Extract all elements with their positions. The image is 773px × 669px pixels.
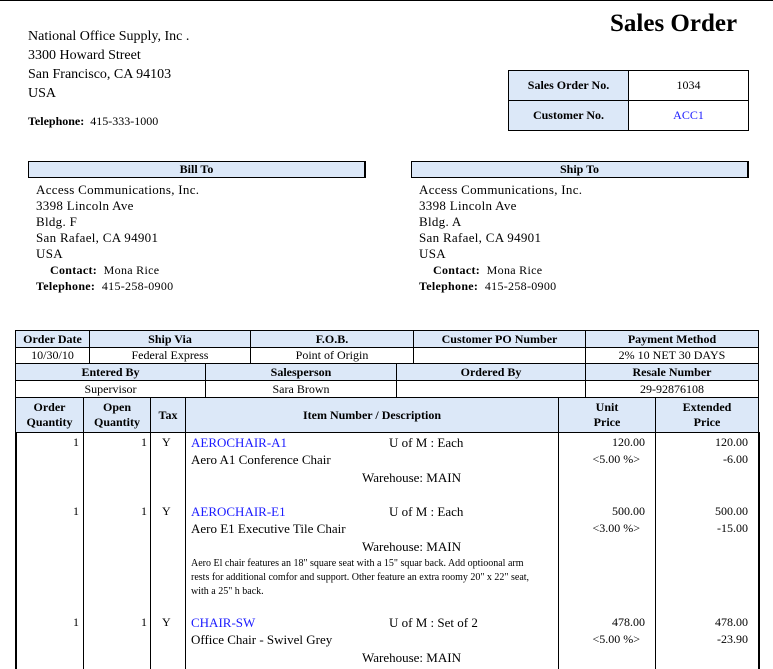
bill-to-header: Bill To <box>28 161 366 178</box>
extended-price: 478.00 <box>715 615 748 629</box>
line: San Rafael, CA 94901 <box>36 230 159 245</box>
open-qty: 1 <box>141 504 147 518</box>
value: 415-333-1000 <box>90 114 159 128</box>
uom: U of M : Set of 2 <box>389 615 478 630</box>
info-header: Salesperson <box>205 363 397 381</box>
ship-to-address <box>419 182 582 294</box>
customer-no-label: Customer No. <box>508 100 629 131</box>
tax-flag: Y <box>162 615 171 629</box>
item-description: Aero E1 Executive Tile Chair <box>191 521 346 536</box>
line: Access Communications, Inc. <box>36 182 200 197</box>
tax-flag: Y <box>162 435 171 449</box>
company-street: 3300 Howard Street <box>28 48 141 63</box>
unit-price: 120.00 <box>612 435 645 449</box>
info-header: Ordered By <box>396 363 586 381</box>
company-city: San Francisco, CA 94103 <box>28 67 172 82</box>
column-header: Tax <box>150 397 186 433</box>
value: 415-258-0900 <box>484 279 557 293</box>
label: Telephone: <box>28 114 85 128</box>
line: 3398 Lincoln Ave <box>36 198 134 213</box>
label: Telephone: <box>36 279 96 293</box>
info-header: Resale Number <box>585 363 759 381</box>
unit-price: 500.00 <box>612 504 645 518</box>
column-divider <box>150 432 151 669</box>
discount-amount: -15.00 <box>717 521 748 535</box>
column-divider <box>758 432 760 669</box>
bill-to-address <box>36 182 199 294</box>
info-header: F.O.B. <box>250 330 414 348</box>
value: Mona Rice <box>103 263 160 277</box>
so-no-value: 1034 <box>628 70 749 101</box>
line: USA <box>419 246 446 261</box>
label: Contact: <box>50 263 98 277</box>
column-divider <box>83 432 84 669</box>
discount-percent: <3.00 %> <box>592 521 640 535</box>
column-divider <box>15 432 17 669</box>
unit-price: 478.00 <box>612 615 645 629</box>
warehouse: Warehouse: MAIN <box>362 539 461 554</box>
top-rule <box>0 0 773 1</box>
item-description: Aero A1 Conference Chair <box>191 452 331 467</box>
info-header: Payment Method <box>585 330 759 348</box>
open-qty: 1 <box>141 615 147 629</box>
column-header: Item Number / Description <box>185 397 559 433</box>
line: Bldg. A <box>419 214 462 229</box>
info-value: 2% 10 NET 30 DAYS <box>585 347 759 364</box>
info-value <box>396 380 586 398</box>
company-phone <box>28 114 158 129</box>
uom: U of M : Each <box>389 504 464 519</box>
extended-price: 120.00 <box>715 435 748 449</box>
extended-price: 500.00 <box>715 504 748 518</box>
line: 3398 Lincoln Ave <box>419 198 517 213</box>
item-description: Office Chair - Swivel Grey <box>191 632 333 647</box>
so-no-label: Sales Order No. <box>508 70 629 101</box>
line: USA <box>36 246 63 261</box>
discount-amount: -23.90 <box>717 632 748 646</box>
discount-amount: -6.00 <box>723 452 748 466</box>
info-header: Customer PO Number <box>413 330 586 348</box>
ship-to-header: Ship To <box>411 161 749 178</box>
item-note: Aero El chair features an 18" square seat with a 15" squar back. Add optioonal arm rests for additional comfor and support. Other feature an extra roomy 20" x 22" seat, with a 25" h back. <box>191 558 530 597</box>
value: Mona Rice <box>486 263 543 277</box>
value: 415-258-0900 <box>101 279 174 293</box>
column-header: Unit Price <box>558 397 656 433</box>
info-value: Sara Brown <box>205 380 397 398</box>
info-value: 29-92876108 <box>585 380 759 398</box>
info-value <box>413 347 586 364</box>
column-divider <box>558 432 559 669</box>
info-value: Supervisor <box>15 380 206 398</box>
info-header: Ship Via <box>89 330 251 348</box>
open-qty: 1 <box>141 435 147 449</box>
order-qty: 1 <box>73 435 79 449</box>
item-number-link[interactable]: CHAIR-SW <box>191 615 256 630</box>
info-value: 10/30/10 <box>15 347 90 364</box>
item-number-link[interactable]: AEROCHAIR-E1 <box>191 504 286 519</box>
info-value: Point of Origin <box>250 347 414 364</box>
column-divider <box>655 432 656 669</box>
page-title: Sales Order <box>610 10 738 37</box>
tax-flag: Y <box>162 504 171 518</box>
line: San Rafael, CA 94901 <box>419 230 542 245</box>
info-header: Order Date <box>15 330 90 348</box>
column-header: Open Quantity <box>83 397 151 433</box>
warehouse: Warehouse: MAIN <box>362 650 461 665</box>
info-value: Federal Express <box>89 347 251 364</box>
line: Access Communications, Inc. <box>419 182 583 197</box>
column-header: Order Quantity <box>15 397 84 433</box>
label: Telephone: <box>419 279 479 293</box>
order-qty: 1 <box>73 504 79 518</box>
customer-no-value[interactable]: ACC1 <box>628 100 749 131</box>
discount-percent: <5.00 %> <box>592 452 640 466</box>
company-country: USA <box>28 86 57 101</box>
column-header: Extended Price <box>655 397 759 433</box>
order-qty: 1 <box>73 615 79 629</box>
discount-percent: <5.00 %> <box>592 632 640 646</box>
info-header: Entered By <box>15 363 206 381</box>
company-address <box>28 27 189 103</box>
warehouse: Warehouse: MAIN <box>362 470 461 485</box>
company-name: National Office Supply, Inc . <box>28 29 190 44</box>
label: Contact: <box>433 263 481 277</box>
uom: U of M : Each <box>389 435 464 450</box>
column-divider <box>185 432 186 669</box>
item-number-link[interactable]: AEROCHAIR-A1 <box>191 435 288 450</box>
line: Bldg. F <box>36 214 78 229</box>
